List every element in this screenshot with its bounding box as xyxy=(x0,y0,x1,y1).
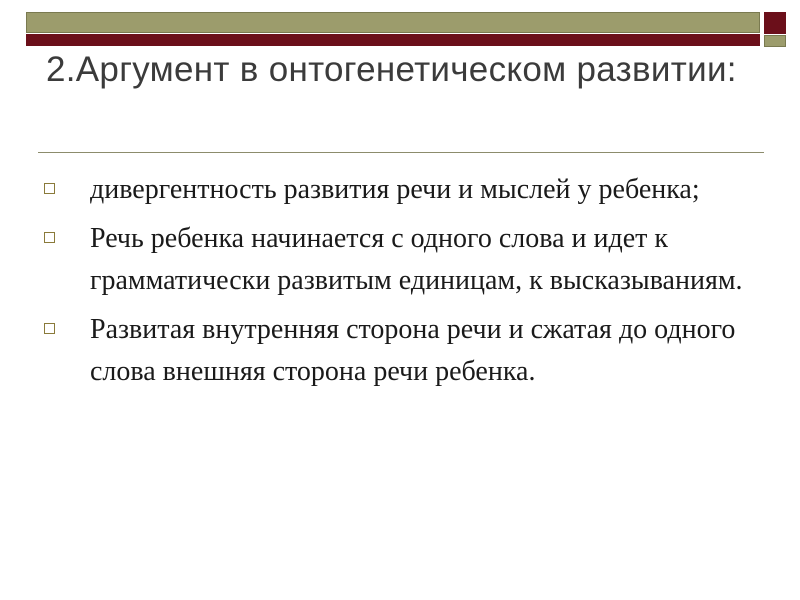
hollow-square-icon xyxy=(44,232,55,243)
corner-square-olive xyxy=(764,35,786,47)
hollow-square-icon xyxy=(44,323,55,334)
title-divider xyxy=(38,152,764,153)
bullet-item-1 xyxy=(44,169,764,211)
bullet-text-2: Речь ребенка начинается с одного слова и идет к грамматически развитым единицам, к высказываниям. xyxy=(90,223,743,296)
hollow-square-icon xyxy=(44,183,55,194)
header-band-olive xyxy=(26,12,760,33)
bullet-item-2 xyxy=(44,218,764,302)
bullet-list xyxy=(44,169,764,400)
corner-square-maroon xyxy=(764,12,786,34)
bullet-item-3 xyxy=(44,309,764,393)
bullet-text-3: Развитая внутренняя сторона речи и сжатая до одного слова внешняя сторона речи ребенка. xyxy=(90,314,736,387)
slide-title: 2.Аргумент в онтогенетическом развитии: xyxy=(46,50,737,89)
bullet-text-1: дивергентность развития речи и мыслей у ребенка; xyxy=(90,174,700,205)
